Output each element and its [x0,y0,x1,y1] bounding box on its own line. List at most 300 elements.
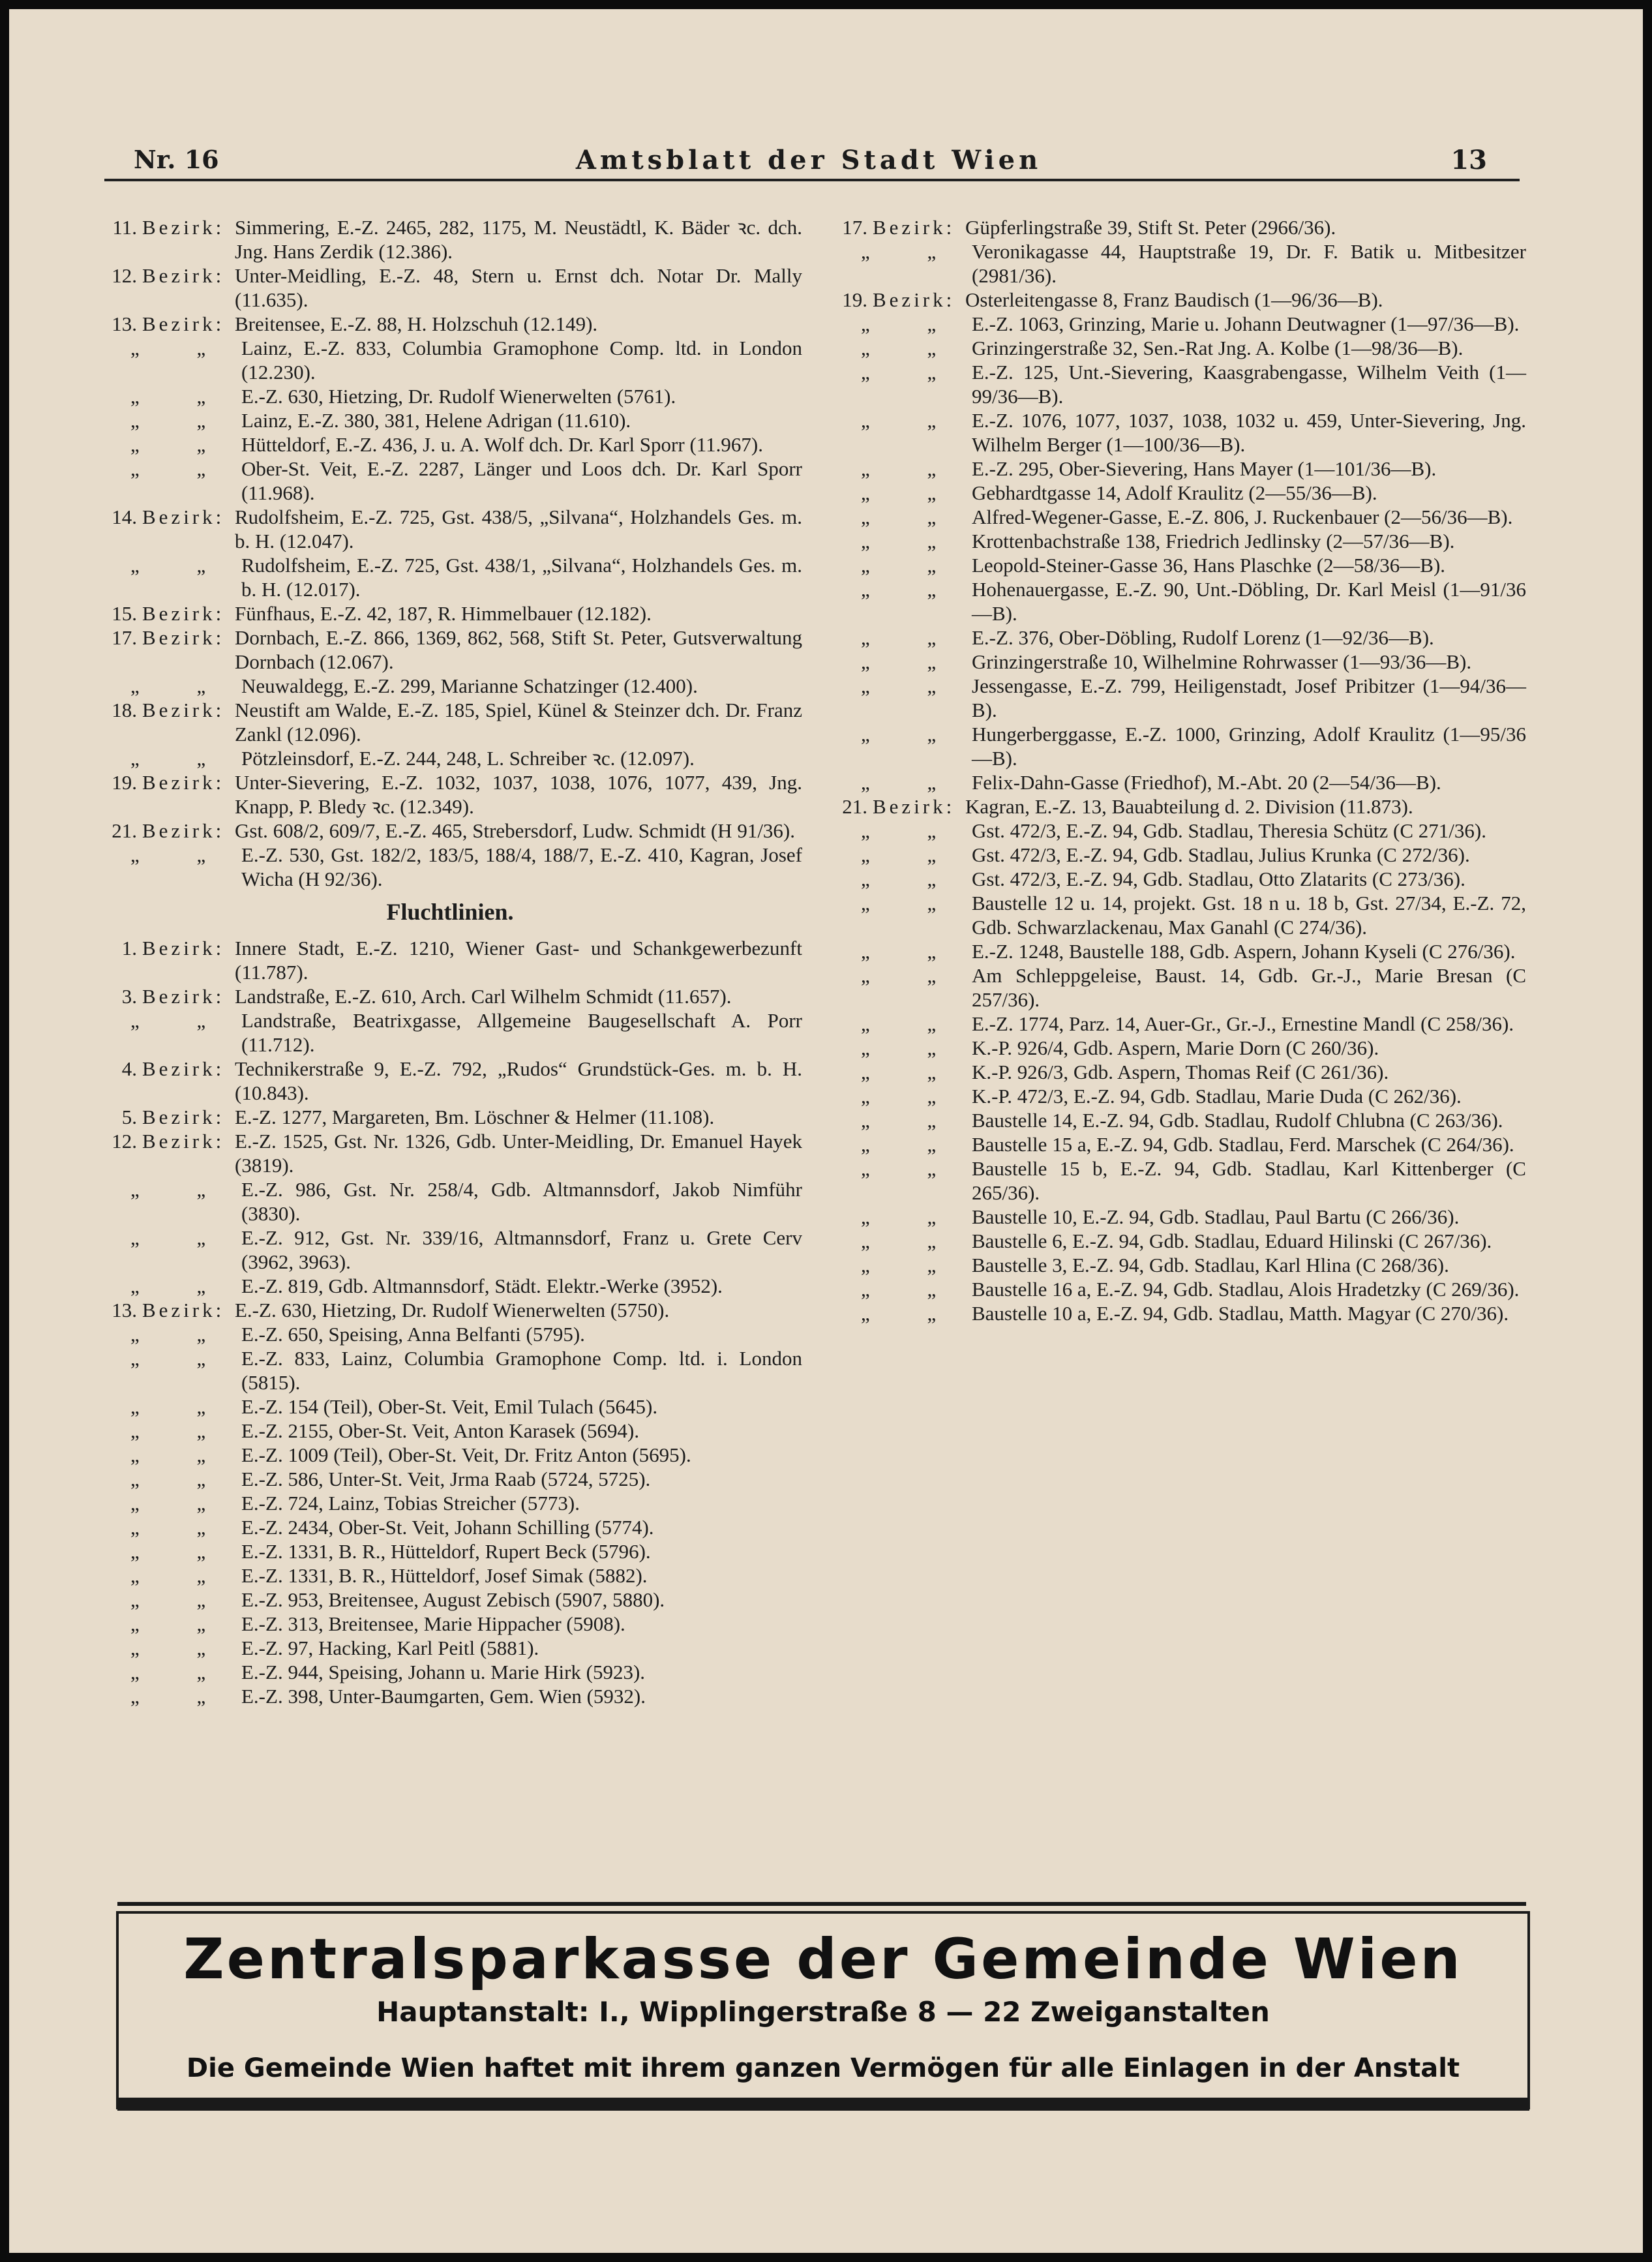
entry-text: Lainz, E.-Z. 833, Columbia Gramophone Comp. ltd. in London (12.230). [241,337,802,384]
entry-text: Baustelle 10 a, E.-Z. 94, Gdb. Stadlau, Matth. Magyar (C 270/36). [972,1302,1509,1325]
entry-text: Kagran, E.-Z. 13, Bauabteilung d. 2. Division (11.873). [965,795,1413,818]
ditto-marks: „ „ [861,361,963,384]
list-item [98,1419,802,1443]
ditto-marks: „ „ [130,1492,232,1515]
entry-text: E.-Z. 819, Gdb. Altmannsdorf, Städt. Elektr.-Werke (3952). [241,1274,723,1297]
list-item [98,601,802,626]
district-label [828,1132,972,1156]
entry-text: E.-Z. 650, Speising, Anna Belfanti (5795). [241,1323,585,1346]
list-item [828,1060,1526,1084]
ditto-marks: „ „ [130,747,232,770]
advertisement-bottom-rule [117,2098,1529,2111]
ditto-marks: „ „ [130,1347,232,1370]
ditto-marks: „ „ [861,843,963,866]
district-word: Bezirk: [142,626,225,649]
entry-text: E.-Z. 313, Breitensee, Marie Hippacher (5908). [241,1612,625,1635]
district-label [98,626,235,674]
district-label [98,384,241,408]
district-label [98,1467,241,1491]
district-label [98,1515,241,1539]
district-number: 12. [112,1130,137,1153]
district-number: 19. [842,288,867,311]
left-entry-list [98,215,802,891]
district-label [828,1060,972,1084]
entry-text: K.-P. 926/3, Gdb. Aspern, Thomas Reif (C 261/36). [972,1061,1389,1083]
list-item [98,1636,802,1660]
ditto-marks: „ „ [861,554,963,577]
ditto-marks: „ „ [130,1564,232,1587]
district-number: 12. [112,264,137,287]
district-label [98,1346,241,1395]
list-item [828,1036,1526,1060]
district-label [828,288,965,312]
ditto-marks: „ „ [861,771,963,794]
district-label [828,553,972,577]
entry-text: K.-P. 926/4, Gdb. Aspern, Marie Dorn (C 260/36). [972,1036,1379,1059]
entry-text: Technikerstraße 9, E.-Z. 792, „Rudos“ Grundstück-Ges. m. b. H. (10.843). [235,1057,802,1104]
entry-text: Baustelle 10, E.-Z. 94, Gdb. Stadlau, Paul Bartu (C 266/36). [972,1205,1460,1228]
district-label [98,215,235,264]
entry-text: E.-Z. 1063, Grinzing, Marie u. Johann Deutwagner (1—97/36—B). [972,312,1520,335]
entry-text: E.-Z. 833, Lainz, Columbia Gramophone Comp. ltd. i. London (5815). [241,1347,802,1394]
district-number: 11. [112,216,137,239]
ditto-marks: „ „ [861,505,963,528]
district-label [828,1156,972,1205]
header-rule [104,179,1520,181]
entry-text: E.-Z. 953, Breitensee, August Zebisch (5907, 5880). [241,1588,665,1611]
entry-text: Güpferlingstraße 39, Stift St. Peter (2966/36). [965,216,1336,239]
district-label [98,408,241,432]
entry-text: E.-Z. 97, Hacking, Karl Peitl (5881). [241,1636,539,1659]
district-label [828,1277,972,1301]
entry-text: E.-Z. 986, Gst. Nr. 258/4, Gdb. Altmannsdorf, Jakob Nimführ (3830). [241,1178,802,1225]
list-item [828,1132,1526,1156]
list-item [98,626,802,674]
entry-text: Unter-Meidling, E.-Z. 48, Stern u. Ernst dch. Notar Dr. Mally (11.635). [235,264,802,311]
list-item [98,457,802,505]
advertisement-title: Zentralsparkasse der Gemeinde Wien [183,1927,1463,1992]
advertisement-liability-line: Die Gemeinde Wien haftet mit ihrem ganzen Vermögen für alle Einlagen in der Anstalt [186,2053,1460,2083]
ditto-marks: „ „ [861,867,963,890]
district-label [828,722,972,770]
ditto-marks: „ „ [861,578,963,601]
list-item [828,312,1526,336]
list-item [828,963,1526,1012]
list-item [828,408,1526,457]
district-label [98,819,235,843]
entry-text: Leopold-Steiner-Gasse 36, Hans Plaschke (2—58/36—B). [972,554,1446,577]
ditto-marks: „ „ [130,554,232,577]
entry-text: Grinzingerstraße 10, Wilhelmine Rohrwasser (1—93/36—B). [972,650,1472,673]
entry-text: E.-Z. 1331, B. R., Hütteldorf, Josef Simak (5882). [241,1564,648,1587]
list-item [828,457,1526,481]
district-label [98,984,235,1008]
entry-text: Hohenauergasse, E.-Z. 90, Unt.-Döbling, Dr. Karl Meisl (1—91/36—B). [972,578,1526,625]
district-word: Bezirk: [142,602,225,625]
list-item [98,1298,802,1322]
district-word: Bezirk: [873,288,955,311]
ditto-marks: „ „ [130,1588,232,1611]
district-number: 17. [112,626,137,649]
issue-number: Nr. 16 [134,145,219,174]
district-label [98,312,235,336]
entry-text: Breitensee, E.-Z. 88, H. Holzschuh (12.149). [235,312,598,335]
ditto-marks: „ „ [130,1226,232,1249]
entry-text: Rudolfsheim, E.-Z. 725, Gst. 438/5, „Silvana“, Holzhandels Ges. m. b. H. (12.047). [235,505,802,552]
entry-text: Simmering, E.-Z. 2465, 282, 1175, M. Neustädtl, K. Bäder ꝛc. dch. Jng. Hans Zerdik (12.386). [235,216,802,263]
district-word: Bezirk: [142,1057,225,1080]
ditto-marks: „ „ [130,1443,232,1466]
entry-text: Baustelle 14, E.-Z. 94, Gdb. Stadlau, Rudolf Chlubna (C 263/36). [972,1109,1503,1132]
list-item [828,1012,1526,1036]
entry-text: Dornbach, E.-Z. 866, 1369, 862, 568, Stift St. Peter, Gutsverwaltung Dornbach (12.067). [235,626,802,673]
entry-text: Neuwaldegg, E.-Z. 299, Marianne Schatzinger (12.400). [241,674,698,697]
entry-text: E.-Z. 630, Hietzing, Dr. Rudolf Wienerwelten (5761). [241,385,676,408]
ditto-marks: „ „ [130,385,232,408]
ditto-marks: „ „ [861,1133,963,1156]
district-label [828,1301,972,1325]
district-word: Bezirk: [873,795,955,818]
district-label [828,1229,972,1253]
ditto-marks: „ „ [861,530,963,552]
ditto-marks: „ „ [861,1254,963,1276]
district-label [98,553,241,601]
list-item [828,939,1526,963]
list-item [98,1588,802,1612]
district-number: 19. [112,771,137,794]
district-label [98,601,235,626]
list-item [98,936,802,984]
district-label [98,1008,241,1057]
entry-text: E.-Z. 2155, Ober-St. Veit, Anton Karasek (5694). [241,1419,640,1442]
entry-text: E.-Z. 724, Lainz, Tobias Streicher (5773). [241,1492,580,1515]
ditto-marks: „ „ [130,1009,232,1032]
district-label [828,336,972,360]
district-number: 14. [112,505,137,528]
list-item [98,1057,802,1105]
district-label [828,626,972,650]
district-word: Bezirk: [142,699,225,721]
list-item [828,577,1526,626]
district-label [828,963,972,1012]
list-item [98,1226,802,1274]
district-label [98,264,235,312]
district-label [828,819,972,843]
fluchtlinien-entry-list [98,936,802,1708]
district-label [98,1588,241,1612]
list-item [98,984,802,1008]
list-item [98,264,802,312]
district-label [98,1491,241,1515]
district-label [828,1205,972,1229]
ditto-marks: „ „ [130,1178,232,1201]
ditto-marks: „ „ [130,1274,232,1297]
district-number: 4. [121,1057,137,1080]
district-label [98,698,235,746]
district-label [828,650,972,674]
district-label [98,843,241,891]
list-item [98,312,802,336]
entry-text: Am Schleppgeleise, Baust. 14, Gdb. Gr.-J., Marie Bresan (C 257/36). [972,964,1526,1011]
entry-text: E.-Z. 586, Unter-St. Veit, Jrma Raab (5724, 5725). [241,1468,651,1490]
district-label [828,674,972,722]
district-label [828,770,972,794]
list-item [98,336,802,384]
entry-text: E.-Z. 2434, Ober-St. Veit, Johann Schilling (5774). [241,1516,654,1539]
ditto-marks: „ „ [861,1061,963,1083]
entry-text: Lainz, E.-Z. 380, 381, Helene Adrigan (11.610). [241,409,631,432]
ditto-marks: „ „ [861,964,963,987]
district-label [828,529,972,553]
list-item [828,1205,1526,1229]
district-label [828,1036,972,1060]
district-label [828,939,972,963]
ditto-marks: „ „ [130,1323,232,1346]
list-item [828,794,1526,819]
district-word: Bezirk: [142,937,225,959]
list-item [828,215,1526,239]
district-label [98,1636,241,1660]
district-label [828,1108,972,1132]
entry-text: E.-Z. 1009 (Teil), Ober-St. Veit, Dr. Fritz Anton (5695). [241,1443,691,1466]
list-item [828,336,1526,360]
list-item [98,746,802,770]
district-label [828,505,972,529]
district-label [98,674,241,698]
entry-text: Gst. 472/3, E.-Z. 94, Gdb. Stadlau, Theresia Schütz (C 271/36). [972,819,1486,842]
district-label [828,215,965,239]
list-item [828,770,1526,794]
district-word: Bezirk: [142,819,225,842]
district-label [98,1129,235,1177]
ditto-marks: „ „ [130,457,232,480]
district-label [828,239,972,288]
district-word: Bezirk: [142,1299,225,1321]
ditto-marks: „ „ [861,1302,963,1325]
list-item [98,843,802,891]
list-item [828,529,1526,553]
entry-text: Baustelle 16 a, E.-Z. 94, Gdb. Stadlau, Alois Hradetzky (C 269/36). [972,1278,1520,1301]
ditto-marks: „ „ [861,1012,963,1035]
list-item [828,1229,1526,1253]
list-item [828,843,1526,867]
entry-text: Pötzleinsdorf, E.-Z. 244, 248, L. Schreiber ꝛc. (12.097). [241,747,695,770]
ditto-marks: „ „ [861,940,963,963]
entry-text: Baustelle 15 b, E.-Z. 94, Gdb. Stadlau, Karl Kittenberger (C 265/36). [972,1157,1526,1204]
entry-text: E.-Z. 398, Unter-Baumgarten, Gem. Wien (5932). [241,1685,646,1708]
district-word: Bezirk: [142,216,225,239]
district-label [98,1177,241,1226]
district-label [828,1012,972,1036]
advertisement-subtitle: Hauptanstalt: I., Wipplingerstraße 8 — 22 Zweiganstalten [376,1996,1270,2028]
ditto-marks: „ „ [861,1085,963,1108]
list-item [828,505,1526,529]
entry-text: Gebhardtgasse 14, Adolf Kraulitz (2—55/36—B). [972,481,1377,504]
district-word: Bezirk: [142,771,225,794]
right-column [828,215,1526,1325]
district-label [98,746,241,770]
list-item [828,1301,1526,1325]
entry-text: Gst. 608/2, 609/7, E.-Z. 465, Strebersdorf, Ludw. Schmidt (H 91/36). [235,819,796,842]
entry-text: E.-Z. 912, Gst. Nr. 339/16, Altmannsdorf, Franz u. Grete Cerv (3962, 3963). [241,1226,802,1273]
entry-text: Felix-Dahn-Gasse (Friedhof), M.-Abt. 20 (2—54/36—B). [972,771,1441,794]
list-item [98,1515,802,1539]
entry-text: E.-Z. 376, Ober-Döbling, Rudolf Lorenz (1—92/36—B). [972,626,1434,649]
entry-text: Jessengasse, E.-Z. 799, Heiligenstadt, Josef Pribitzer (1—94/36—B). [972,674,1526,721]
ditto-marks: „ „ [861,674,963,697]
list-item [828,891,1526,939]
district-label [98,1539,241,1563]
list-item [98,819,802,843]
entry-text: Baustelle 15 a, E.-Z. 94, Gdb. Stadlau, Ferd. Marschek (C 264/36). [972,1133,1514,1156]
ditto-marks: „ „ [130,1540,232,1563]
district-label [98,770,235,819]
entry-text: E.-Z. 154 (Teil), Ober-St. Veit, Emil Tulach (5645). [241,1395,658,1418]
list-item [98,1129,802,1177]
district-word: Bezirk: [873,216,955,239]
district-label [98,1660,241,1684]
entry-text: Hütteldorf, E.-Z. 436, J. u. A. Wolf dch. Dr. Karl Sporr (11.967). [241,433,763,456]
list-item [828,553,1526,577]
district-label [98,1395,241,1419]
entry-text: K.-P. 472/3, E.-Z. 94, Gdb. Stadlau, Marie Duda (C 262/36). [972,1085,1462,1108]
ditto-marks: „ „ [861,1205,963,1228]
district-number: 21. [112,819,137,842]
district-label [98,1226,241,1274]
list-item [98,1539,802,1563]
district-label [828,312,972,336]
entry-text: Baustelle 6, E.-Z. 94, Gdb. Stadlau, Eduard Hilinski (C 267/36). [972,1229,1492,1252]
list-item [828,819,1526,843]
list-item [98,505,802,553]
district-word: Bezirk: [142,1130,225,1153]
entry-text: Krottenbachstraße 138, Friedrich Jedlinsky (2—57/36—B). [972,530,1455,552]
district-label [98,1298,235,1322]
ditto-marks: „ „ [130,1395,232,1418]
ditto-marks: „ „ [861,1278,963,1301]
list-item [98,1105,802,1129]
entry-text: E.-Z. 1248, Baustelle 188, Gdb. Aspern, Johann Kyseli (C 276/36). [972,940,1516,963]
list-item [98,770,802,819]
list-item [98,1491,802,1515]
ditto-marks: „ „ [861,819,963,842]
ditto-marks: „ „ [861,1036,963,1059]
entry-text: Ober-St. Veit, E.-Z. 2287, Länger und Loos dch. Dr. Karl Sporr (11.968). [241,457,802,504]
ditto-marks: „ „ [130,843,232,866]
ditto-marks: „ „ [130,433,232,456]
district-number: 3. [121,985,137,1008]
district-number: 15. [112,602,137,625]
ditto-marks: „ „ [130,409,232,432]
ditto-marks: „ „ [130,1516,232,1539]
district-label [98,457,241,505]
district-label [828,891,972,939]
list-item [828,626,1526,650]
entry-text: E.-Z. 125, Unt.-Sievering, Kaasgrabengasse, Wilhelm Veith (1—99/36—B). [972,361,1526,408]
list-item [98,384,802,408]
entry-text: Fünfhaus, E.-Z. 42, 187, R. Himmelbauer (12.182). [235,602,652,625]
district-label [98,1684,241,1708]
list-item [828,481,1526,505]
district-label [828,794,965,819]
entry-text: Innere Stadt, E.-Z. 1210, Wiener Gast- und Schankgewerbezunft (11.787). [235,937,802,984]
list-item [98,1467,802,1491]
ditto-marks: „ „ [130,1468,232,1490]
ditto-marks: „ „ [130,1636,232,1659]
left-column [98,215,802,1708]
advertisement-top-rule [117,1902,1526,1906]
district-word: Bezirk: [142,312,225,335]
entry-text: Neustift am Walde, E.-Z. 185, Spiel, Künel & Steinzer dch. Dr. Franz Zankl (12.096). [235,699,802,746]
district-label [828,867,972,891]
district-label [828,843,972,867]
district-label [98,1105,235,1129]
entry-text: E.-Z. 295, Ober-Sievering, Hans Mayer (1—101/36—B). [972,457,1437,480]
list-item [98,674,802,698]
ditto-marks: „ „ [130,337,232,359]
district-label [828,481,972,505]
entry-text: Gst. 472/3, E.-Z. 94, Gdb. Stadlau, Otto Zlatarits (C 273/36). [972,867,1465,890]
ditto-marks: „ „ [130,1612,232,1635]
right-entry-list [828,215,1526,1325]
list-item [98,1612,802,1636]
district-word: Bezirk: [142,1106,225,1128]
district-number: 5. [121,1106,137,1128]
list-item [98,1322,802,1346]
district-label [98,1419,241,1443]
ditto-marks: „ „ [861,481,963,504]
district-word: Bezirk: [142,505,225,528]
entry-text: E.-Z. 530, Gst. 182/2, 183/5, 188/4, 188/7, E.-Z. 410, Kagran, Josef Wicha (H 92/36). [241,843,802,890]
district-label [98,1274,241,1298]
ditto-marks: „ „ [861,337,963,359]
district-label [828,577,972,626]
entry-text: Hungerberggasse, E.-Z. 1000, Grinzing, Adolf Kraulitz (1—95/36—B). [972,723,1526,770]
entry-text: E.-Z. 1525, Gst. Nr. 1326, Gdb. Unter-Meidling, Dr. Emanuel Hayek (3819). [235,1130,802,1177]
list-item [828,360,1526,408]
page-header [104,138,1513,177]
ditto-marks: „ „ [861,1157,963,1180]
list-item [828,650,1526,674]
district-number: 21. [842,795,867,818]
list-item [828,1084,1526,1108]
entry-text: E.-Z. 1076, 1077, 1037, 1038, 1032 u. 459, Unter-Sievering, Jng. Wilhelm Berger (1—100/36—B). [972,409,1526,456]
ditto-marks: „ „ [130,1685,232,1708]
district-label [828,1084,972,1108]
list-item [98,1177,802,1226]
list-item [828,674,1526,722]
district-number: 17. [842,216,867,239]
entry-text: E.-Z. 630, Hietzing, Dr. Rudolf Wienerwelten (5750). [235,1299,670,1321]
entry-text: Grinzingerstraße 32, Sen.-Rat Jng. A. Kolbe (1—98/36—B). [972,337,1464,359]
list-item [828,1108,1526,1132]
list-item [98,215,802,264]
section-title: Fluchtlinien. [386,899,514,925]
district-label [98,336,241,384]
page-number: 13 [1450,145,1487,175]
list-item [98,1443,802,1467]
ditto-marks: „ „ [861,409,963,432]
district-label [98,505,235,553]
district-label [98,1612,241,1636]
district-number: 13. [112,1299,137,1321]
list-item [828,867,1526,891]
advertisement-box [116,1911,1530,2109]
entry-text: E.-Z. 1331, B. R., Hütteldorf, Rupert Beck (5796). [241,1540,651,1563]
entry-text: Veronikagasse 44, Hauptstraße 19, Dr. F. Batik u. Mitbesitzer (2981/36). [972,240,1526,287]
ditto-marks: „ „ [861,457,963,480]
entry-text: Alfred-Wegener-Gasse, E.-Z. 806, J. Ruckenbauer (2—56/36—B). [972,505,1513,528]
